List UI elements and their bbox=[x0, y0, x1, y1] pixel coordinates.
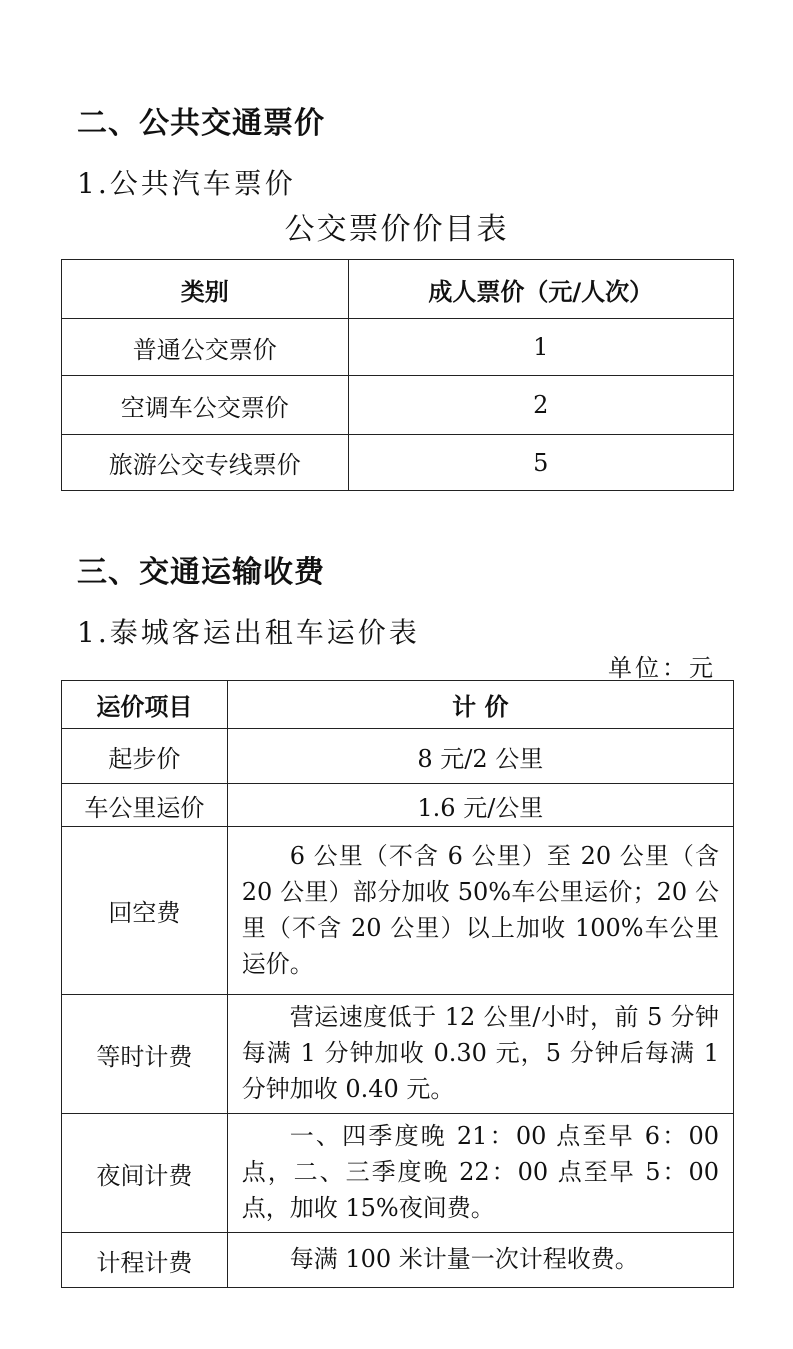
table-row bbox=[62, 319, 734, 376]
table-header-row bbox=[62, 260, 734, 319]
table-header-row bbox=[62, 681, 734, 729]
fare-item: 等时计费 bbox=[62, 995, 228, 1114]
fare-item: 计程计费 bbox=[62, 1233, 228, 1288]
table-row bbox=[62, 1233, 734, 1288]
fare-item: 起步价 bbox=[62, 729, 228, 784]
fare-price: 一、四季度晚 21：00 点至早 6：00 点，二、三季度晚 22：00 点至早 5：00 点，加收 15%夜间费。 bbox=[227, 1114, 733, 1233]
fare-category: 普通公交票价 bbox=[62, 319, 349, 376]
column-header: 类别 bbox=[62, 260, 349, 319]
section-3-heading: 三、交通运输收费 bbox=[77, 555, 325, 590]
fare-value: 5 bbox=[348, 435, 733, 491]
section-2-heading: 二、公共交通票价 bbox=[77, 106, 325, 141]
section-2-subheading: 1.公共汽车票价 bbox=[77, 167, 296, 200]
table-row bbox=[62, 995, 734, 1114]
fare-category: 旅游公交专线票价 bbox=[62, 435, 349, 491]
fare-item: 夜间计费 bbox=[62, 1114, 228, 1233]
table-row bbox=[62, 435, 734, 491]
unit-label: 单位：元 bbox=[608, 654, 716, 682]
fare-value: 2 bbox=[348, 376, 733, 435]
fare-item: 回空费 bbox=[62, 827, 228, 995]
fare-price: 1.6 元/公里 bbox=[227, 784, 733, 827]
table-row bbox=[62, 827, 734, 995]
bus-fare-table bbox=[61, 259, 734, 491]
section-3-subheading: 1.泰城客运出租车运价表 bbox=[77, 616, 420, 649]
fare-value: 1 bbox=[348, 319, 733, 376]
table-row bbox=[62, 729, 734, 784]
fare-price: 营运速度低于 12 公里/小时，前 5 分钟每满 1 分钟加收 0.30 元，5 分钟后每满 1 分钟加收 0.40 元。 bbox=[227, 995, 733, 1114]
fare-category: 空调车公交票价 bbox=[62, 376, 349, 435]
column-header: 成人票价（元/人次） bbox=[348, 260, 733, 319]
fare-price: 8 元/2 公里 bbox=[227, 729, 733, 784]
column-header: 计 价 bbox=[227, 681, 733, 729]
fare-item: 车公里运价 bbox=[62, 784, 228, 827]
column-header: 运价项目 bbox=[62, 681, 228, 729]
table-row bbox=[62, 784, 734, 827]
table-row bbox=[62, 376, 734, 435]
table-row bbox=[62, 1114, 734, 1233]
bus-fare-table-title: 公交票价价目表 bbox=[284, 212, 509, 247]
fare-price: 6 公里（不含 6 公里）至 20 公里（含 20 公里）部分加收 50%车公里运价；20 公里（不含 20 公里）以上加收 100%车公里运价。 bbox=[227, 827, 733, 995]
fare-price: 每满 100 米计量一次计程收费。 bbox=[227, 1233, 733, 1288]
taxi-fare-table bbox=[61, 680, 734, 1288]
